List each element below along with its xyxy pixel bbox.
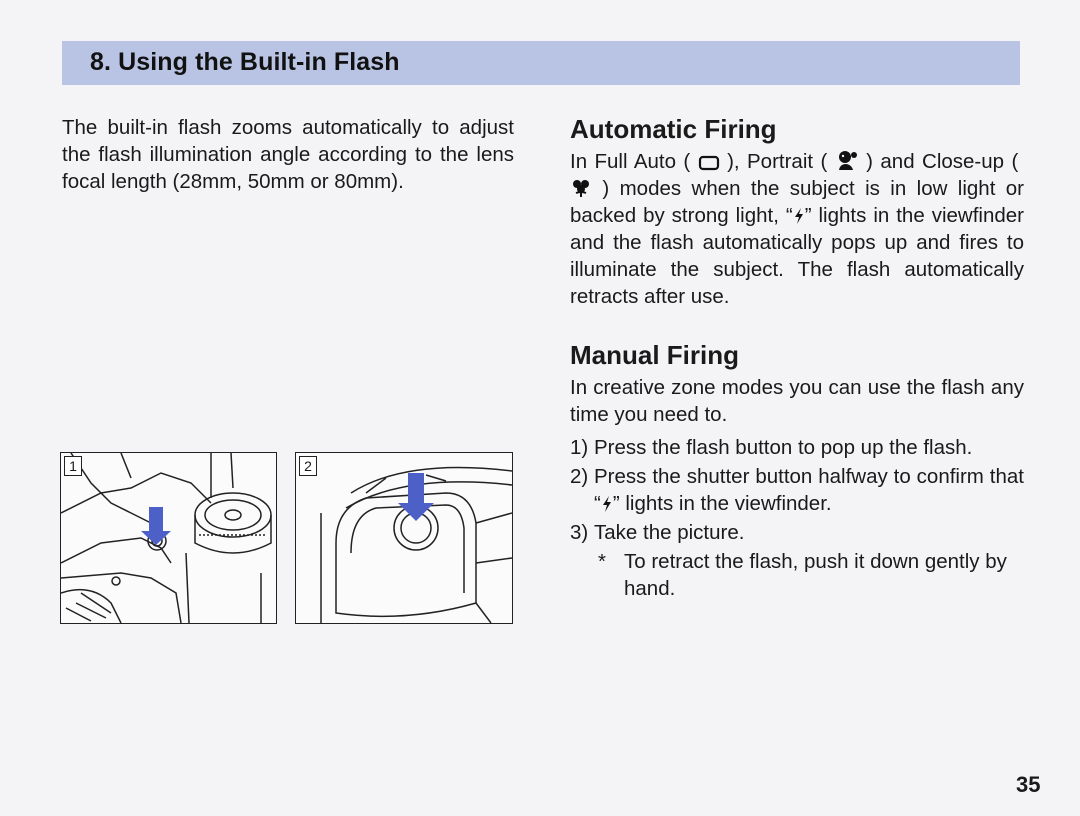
list-item bbox=[570, 434, 1024, 461]
section-header-band bbox=[62, 41, 1020, 85]
full-auto-rectangle-icon bbox=[698, 155, 720, 171]
figure-number-label: 1 bbox=[64, 456, 82, 476]
list-item bbox=[570, 463, 1024, 517]
step-text: Press the flash button to pop up the flash. bbox=[594, 436, 973, 459]
note-text: To retract the flash, push it down gently by hand. bbox=[624, 550, 1007, 600]
step-text: Take the picture. bbox=[594, 521, 745, 544]
automatic-firing-paragraph bbox=[570, 148, 1024, 310]
flash-bolt-icon bbox=[793, 207, 805, 225]
auto-text-5: ” lights in the viewfinder and the flash automatically pops up and fires to illuminate the subject. The flash automatically retracts after use. bbox=[570, 204, 1024, 308]
figure-number-label: 2 bbox=[299, 456, 317, 476]
auto-text-4: ) modes when the subject is in low light or backed by strong light, “ bbox=[570, 177, 1024, 227]
step-number: 1) bbox=[570, 436, 589, 459]
instructions-column bbox=[570, 112, 1024, 602]
manual-steps-list bbox=[570, 434, 1024, 546]
intro-column bbox=[62, 114, 514, 195]
manual-firing-heading: Manual Firing bbox=[570, 340, 739, 370]
auto-text-2: ), Portrait ( bbox=[727, 150, 828, 173]
list-item bbox=[570, 519, 1024, 546]
note-asterisk: * bbox=[598, 550, 606, 573]
flash-bolt-icon bbox=[601, 495, 613, 513]
portrait-icon bbox=[835, 149, 859, 171]
step-number: 2) bbox=[570, 465, 589, 488]
auto-text-1: In Full Auto ( bbox=[570, 150, 691, 173]
intro-paragraph: The built-in flash zooms automatically to adjust the flash illumination angle according to the lens focal length (28mm, 50mm or 80mm). bbox=[62, 116, 514, 193]
flash-retract-illustration bbox=[296, 453, 512, 623]
figure-flash-button bbox=[60, 452, 277, 624]
auto-text-3: ) and Close-up ( bbox=[866, 150, 1019, 173]
step-number: 3) bbox=[570, 521, 589, 544]
manual-firing-intro: In creative zone modes you can use the flash any time you need to. bbox=[570, 376, 1024, 426]
automatic-firing-heading: Automatic Firing bbox=[570, 114, 777, 144]
page-number: 35 bbox=[1016, 772, 1041, 797]
camera-top-illustration bbox=[61, 453, 276, 623]
retract-note bbox=[570, 548, 1024, 602]
section-title: 8. Using the Built-in Flash bbox=[90, 48, 400, 76]
closeup-flower-icon bbox=[570, 178, 592, 198]
figure-flash-retract bbox=[295, 452, 513, 624]
step-text: Press the shutter button halfway to confirm that “ bbox=[594, 465, 1024, 515]
step-text-tail: ” lights in the viewfinder. bbox=[612, 492, 832, 515]
